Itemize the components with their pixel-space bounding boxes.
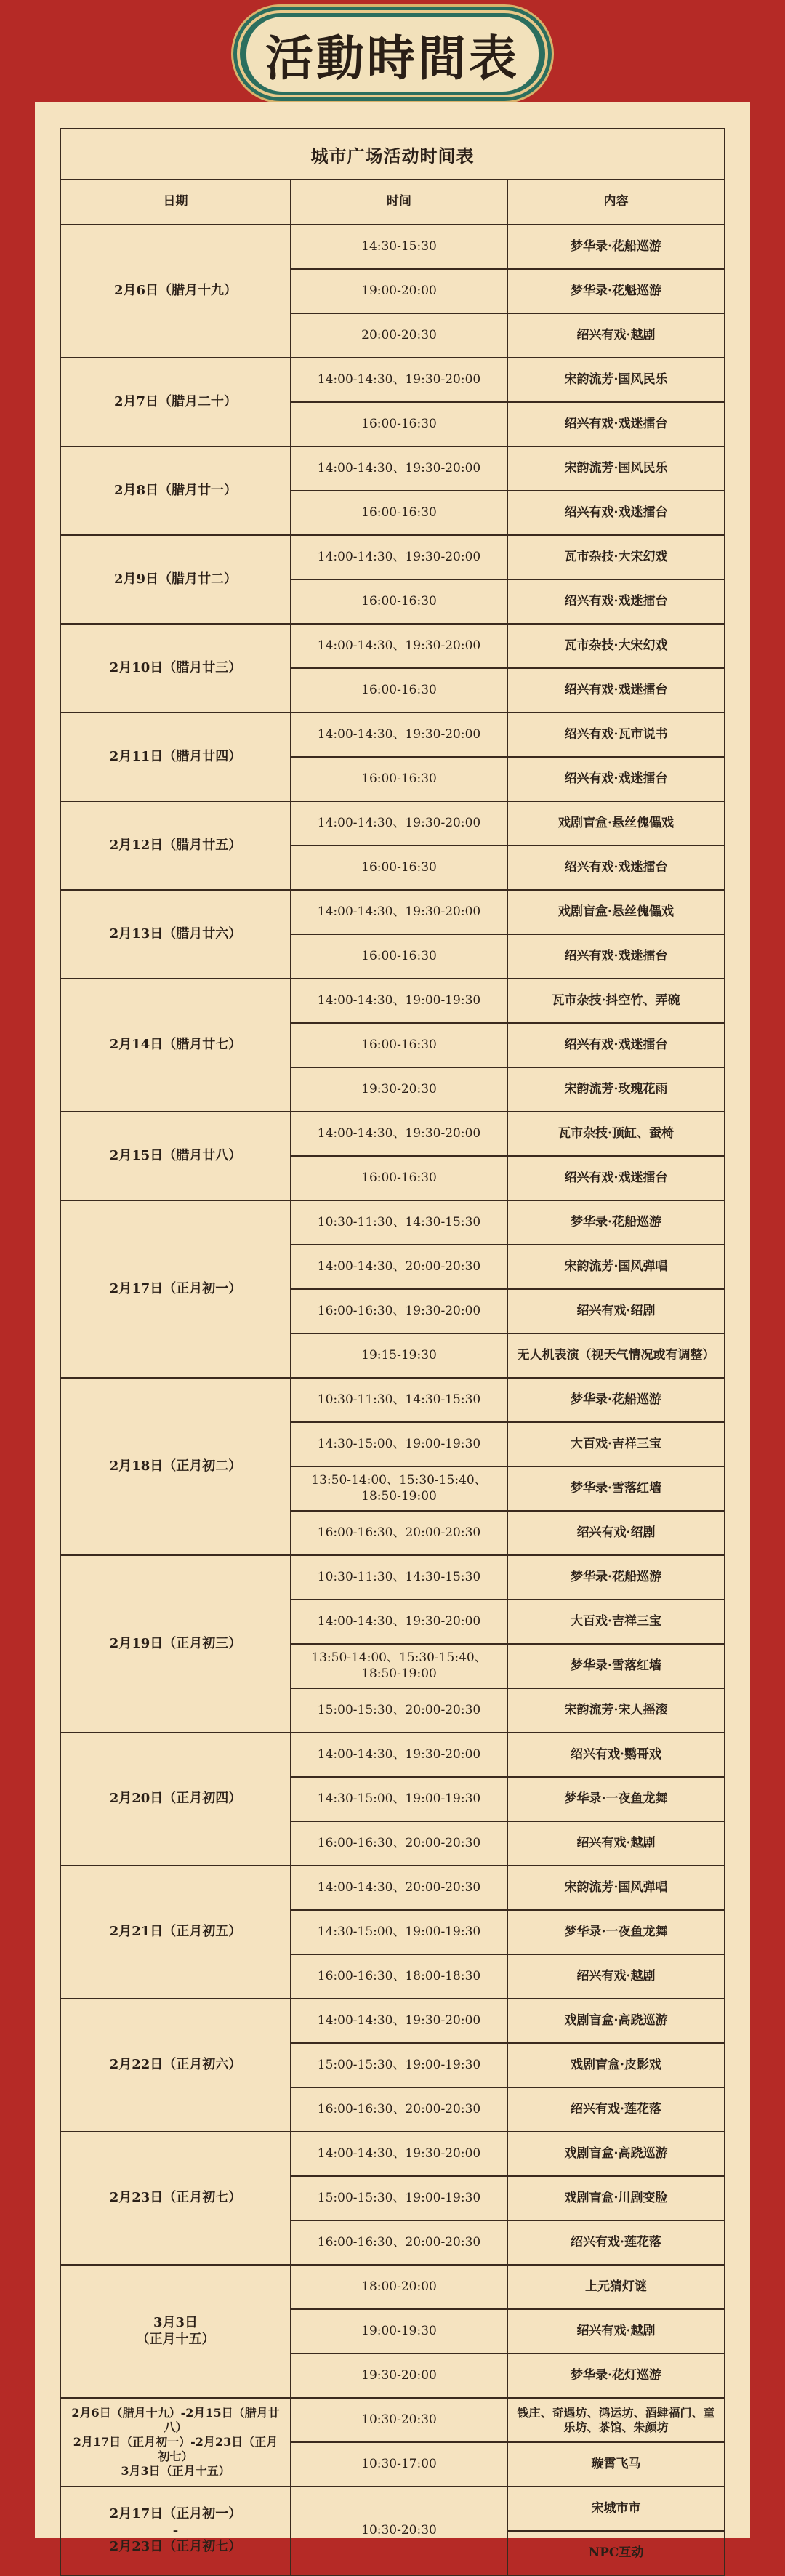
content-cell: 梦华录·雪落红墙 — [507, 1466, 724, 1511]
date-cell: 2月20日（正月初四） — [61, 1733, 291, 1866]
content-cell: 绍兴有戏·戏迷擂台 — [507, 1156, 724, 1200]
time-cell: 10:30-11:30、14:30-15:30 — [291, 1555, 507, 1600]
content-cell: 梦华录·雪落红墙 — [507, 1644, 724, 1688]
content-cell: 梦华录·花船巡游 — [507, 1200, 724, 1245]
content-cell: 绍兴有戏·越剧 — [507, 1954, 724, 1999]
time-cell: 14:00-14:30、20:00-20:30 — [291, 1866, 507, 1910]
time-cell: 16:00-16:30 — [291, 757, 507, 801]
date-cell: 2月23日（正月初七） — [61, 2132, 291, 2265]
content-cell: 梦华录·花船巡游 — [507, 225, 724, 269]
content-cell: 无人机表演（视天气情况或有调整） — [507, 1333, 724, 1378]
time-cell: 20:00-20:30 — [291, 313, 507, 358]
header-row — [61, 180, 724, 225]
date-cell: 2月15日（腊月廿八） — [61, 1112, 291, 1200]
time-cell: 14:00-14:30、19:30-20:00 — [291, 2132, 507, 2176]
time-cell: 16:00-16:30、18:00-18:30 — [291, 1954, 507, 1999]
content-cell: 绍兴有戏·绍剧 — [507, 1511, 724, 1555]
table-row — [61, 1112, 724, 1156]
date-cell: 2月21日（正月初五） — [61, 1866, 291, 1999]
content-cell: 宋韵流芳·国风弹唱 — [507, 1245, 724, 1289]
title-badge — [237, 10, 548, 97]
table-row — [61, 713, 724, 757]
schedule-frame — [35, 102, 750, 2560]
date-cell: 2月7日（腊月二十） — [61, 358, 291, 446]
content-cell: 戏剧盲盒·高跷巡游 — [507, 1999, 724, 2043]
time-cell: 19:30-20:30 — [291, 1067, 507, 1112]
time-cell: 16:00-16:30 — [291, 934, 507, 979]
content-cell: 瓦市杂技·大宋幻戏 — [507, 535, 724, 579]
time-cell: 19:00-19:30 — [291, 2309, 507, 2354]
time-cell: 10:30-11:30、14:30-15:30 — [291, 1378, 507, 1422]
table-row — [61, 2132, 724, 2176]
table-row — [61, 1999, 724, 2043]
content-cell: 瓦市杂技·抖空竹、弄碗 — [507, 979, 724, 1023]
time-cell: 18:00-20:00 — [291, 2265, 507, 2309]
content-cell: 绍兴有戏·莲花落 — [507, 2220, 724, 2265]
time-cell: 15:00-15:30、19:00-19:30 — [291, 2176, 507, 2220]
table-row — [61, 2265, 724, 2309]
time-cell: 14:30-15:30 — [291, 225, 507, 269]
time-cell: 14:00-14:30、20:00-20:30 — [291, 1245, 507, 1289]
date-cell: 2月22日（正月初六） — [61, 1999, 291, 2132]
time-cell: 16:00-16:30、19:30-20:00 — [291, 1289, 507, 1333]
table-row — [61, 358, 724, 402]
time-cell: 16:00-16:30、20:00-20:30 — [291, 1821, 507, 1866]
content-cell: NPC互动 — [507, 2531, 724, 2575]
content-cell: 戏剧盲盒·高跷巡游 — [507, 2132, 724, 2176]
table-row — [61, 1866, 724, 1910]
table-row — [61, 1200, 724, 1245]
content-cell: 绍兴有戏·戏迷擂台 — [507, 1023, 724, 1067]
content-cell: 绍兴有戏·戏迷擂台 — [507, 934, 724, 979]
content-cell: 上元猜灯谜 — [507, 2265, 724, 2309]
table-row — [61, 2398, 724, 2442]
time-cell: 16:00-16:30、20:00-20:30 — [291, 2220, 507, 2265]
content-cell: 绍兴有戏·瓦市说书 — [507, 713, 724, 757]
content-cell: 绍兴有戏·戏迷擂台 — [507, 846, 724, 890]
time-cell: 16:00-16:30 — [291, 491, 507, 535]
content-cell: 瓦市杂技·大宋幻戏 — [507, 624, 724, 668]
date-cell: 3月3日 （正月十五） — [61, 2265, 291, 2398]
time-cell: 14:00-14:30、19:30-20:00 — [291, 624, 507, 668]
content-cell: 梦华录·一夜鱼龙舞 — [507, 1910, 724, 1954]
date-cell: 2月17日（正月初一） — [61, 1200, 291, 1378]
time-cell: 14:00-14:30、19:30-20:00 — [291, 535, 507, 579]
time-cell: 14:30-15:00、19:00-19:30 — [291, 1910, 507, 1954]
date-cell: 2月14日（腊月廿七） — [61, 979, 291, 1112]
time-cell: 16:00-16:30 — [291, 1023, 507, 1067]
content-cell: 戏剧盲盒·川剧变脸 — [507, 2176, 724, 2220]
content-cell: 绍兴有戏·戏迷擂台 — [507, 491, 724, 535]
header-date: 日期 — [61, 180, 291, 225]
content-cell: 瓦市杂技·顶缸、蚕椅 — [507, 1112, 724, 1156]
content-cell: 梦华录·一夜鱼龙舞 — [507, 1777, 724, 1821]
time-cell: 16:00-16:30 — [291, 402, 507, 446]
time-cell: 10:30-17:00 — [291, 2442, 507, 2487]
date-cell: 2月12日（腊月廿五） — [61, 801, 291, 890]
table-caption: 城市广场活动时间表 — [61, 129, 724, 180]
time-cell: 14:00-14:30、19:30-20:00 — [291, 1999, 507, 2043]
content-cell: 钱庄、奇遇坊、鸿运坊、酒肆福门、童乐坊、茶馆、朱颜坊 — [507, 2398, 724, 2442]
content-cell: 绍兴有戏·戏迷擂台 — [507, 579, 724, 624]
time-cell: 10:30-20:30 — [291, 2487, 507, 2575]
date-cell: 2月8日（腊月廿一） — [61, 446, 291, 535]
content-cell: 宋韵流芳·国风民乐 — [507, 358, 724, 402]
time-cell: 19:00-20:00 — [291, 269, 507, 313]
content-cell: 绍兴有戏·戏迷擂台 — [507, 757, 724, 801]
content-cell: 宋韵流芳·玫瑰花雨 — [507, 1067, 724, 1112]
table-row — [61, 446, 724, 491]
content-cell: 梦华录·花魁巡游 — [507, 269, 724, 313]
time-cell: 10:30-20:30 — [291, 2398, 507, 2442]
time-cell: 14:30-15:00、19:00-19:30 — [291, 1422, 507, 1466]
time-cell: 13:50-14:00、15:30-15:40、18:50-19:00 — [291, 1466, 507, 1511]
time-cell: 14:00-14:30、19:00-19:30 — [291, 979, 507, 1023]
table-row — [61, 801, 724, 846]
time-cell: 16:00-16:30 — [291, 846, 507, 890]
content-cell: 绍兴有戏·越剧 — [507, 1821, 724, 1866]
content-cell: 戏剧盲盒·悬丝傀儡戏 — [507, 890, 724, 934]
time-cell: 16:00-16:30 — [291, 1156, 507, 1200]
time-cell: 14:00-14:30、19:30-20:00 — [291, 1600, 507, 1644]
time-cell: 14:30-15:00、19:00-19:30 — [291, 1777, 507, 1821]
header-time: 时间 — [291, 180, 507, 225]
content-cell: 绍兴有戏·莲花落 — [507, 2087, 724, 2132]
time-cell: 16:00-16:30、20:00-20:30 — [291, 2087, 507, 2132]
content-cell: 梦华录·花船巡游 — [507, 1555, 724, 1600]
table-row — [61, 1378, 724, 1422]
time-cell: 15:00-15:30、20:00-20:30 — [291, 1688, 507, 1733]
date-cell: 2月9日（腊月廿二） — [61, 535, 291, 624]
content-cell: 绍兴有戏·越剧 — [507, 2309, 724, 2354]
time-cell: 19:15-19:30 — [291, 1333, 507, 1378]
time-cell: 10:30-11:30、14:30-15:30 — [291, 1200, 507, 1245]
time-cell: 14:00-14:30、19:30-20:00 — [291, 1112, 507, 1156]
date-cell: 2月10日（腊月廿三） — [61, 624, 291, 713]
table-row — [61, 2487, 724, 2531]
date-cell: 2月6日（腊月十九）-2月15日（腊月廿八） 2月17日（正月初一）-2月23日（正月初七） 3月3日（正月十五） — [61, 2398, 291, 2487]
content-cell: 宋韵流芳·国风民乐 — [507, 446, 724, 491]
time-cell: 16:00-16:30、20:00-20:30 — [291, 1511, 507, 1555]
time-cell: 14:00-14:30、19:30-20:00 — [291, 358, 507, 402]
table-row — [61, 535, 724, 579]
schedule-table — [61, 180, 724, 2576]
time-cell: 15:00-15:30、19:00-19:30 — [291, 2043, 507, 2087]
content-cell: 梦华录·花船巡游 — [507, 1378, 724, 1422]
table-row — [61, 1733, 724, 1777]
time-cell: 13:50-14:00、15:30-15:40、18:50-19:00 — [291, 1644, 507, 1688]
content-cell: 绍兴有戏·绍剧 — [507, 1289, 724, 1333]
date-cell: 2月19日（正月初三） — [61, 1555, 291, 1733]
content-cell: 梦华录·花灯巡游 — [507, 2354, 724, 2398]
time-cell: 19:30-20:00 — [291, 2354, 507, 2398]
schedule-body — [61, 225, 724, 2575]
content-cell: 绍兴有戏·戏迷擂台 — [507, 402, 724, 446]
content-cell: 璇霄飞马 — [507, 2442, 724, 2487]
content-cell: 宋韵流芳·宋人摇滚 — [507, 1688, 724, 1733]
date-cell: 2月18日（正月初二） — [61, 1378, 291, 1555]
time-cell: 14:00-14:30、19:30-20:00 — [291, 801, 507, 846]
content-cell: 大百戏·吉祥三宝 — [507, 1422, 724, 1466]
table-row — [61, 890, 724, 934]
schedule-table-wrap — [60, 128, 725, 2576]
table-row — [61, 979, 724, 1023]
content-cell: 宋城市市 — [507, 2487, 724, 2531]
content-cell: 大百戏·吉祥三宝 — [507, 1600, 724, 1644]
header-content: 内容 — [507, 180, 724, 225]
table-row — [61, 225, 724, 269]
time-cell: 14:00-14:30、19:30-20:00 — [291, 890, 507, 934]
content-cell: 戏剧盲盒·皮影戏 — [507, 2043, 724, 2087]
time-cell: 16:00-16:30 — [291, 579, 507, 624]
table-row — [61, 1555, 724, 1600]
content-cell: 绍兴有戏·越剧 — [507, 313, 724, 358]
table-row — [61, 624, 724, 668]
content-cell: 宋韵流芳·国风弹唱 — [507, 1866, 724, 1910]
time-cell: 14:00-14:30、19:30-20:00 — [291, 713, 507, 757]
page-title: 活動時間表 — [246, 17, 539, 92]
time-cell: 14:00-14:30、19:30-20:00 — [291, 446, 507, 491]
date-cell: 2月13日（腊月廿六） — [61, 890, 291, 979]
date-cell: 2月17日（正月初一） - 2月23日（正月初七） — [61, 2487, 291, 2575]
date-cell: 2月11日（腊月廿四） — [61, 713, 291, 801]
content-cell: 绍兴有戏·戏迷擂台 — [507, 668, 724, 713]
time-cell: 16:00-16:30 — [291, 668, 507, 713]
date-cell: 2月6日（腊月十九） — [61, 225, 291, 358]
time-cell: 14:00-14:30、19:30-20:00 — [291, 1733, 507, 1777]
content-cell: 戏剧盲盒·悬丝傀儡戏 — [507, 801, 724, 846]
content-cell: 绍兴有戏·鹦哥戏 — [507, 1733, 724, 1777]
